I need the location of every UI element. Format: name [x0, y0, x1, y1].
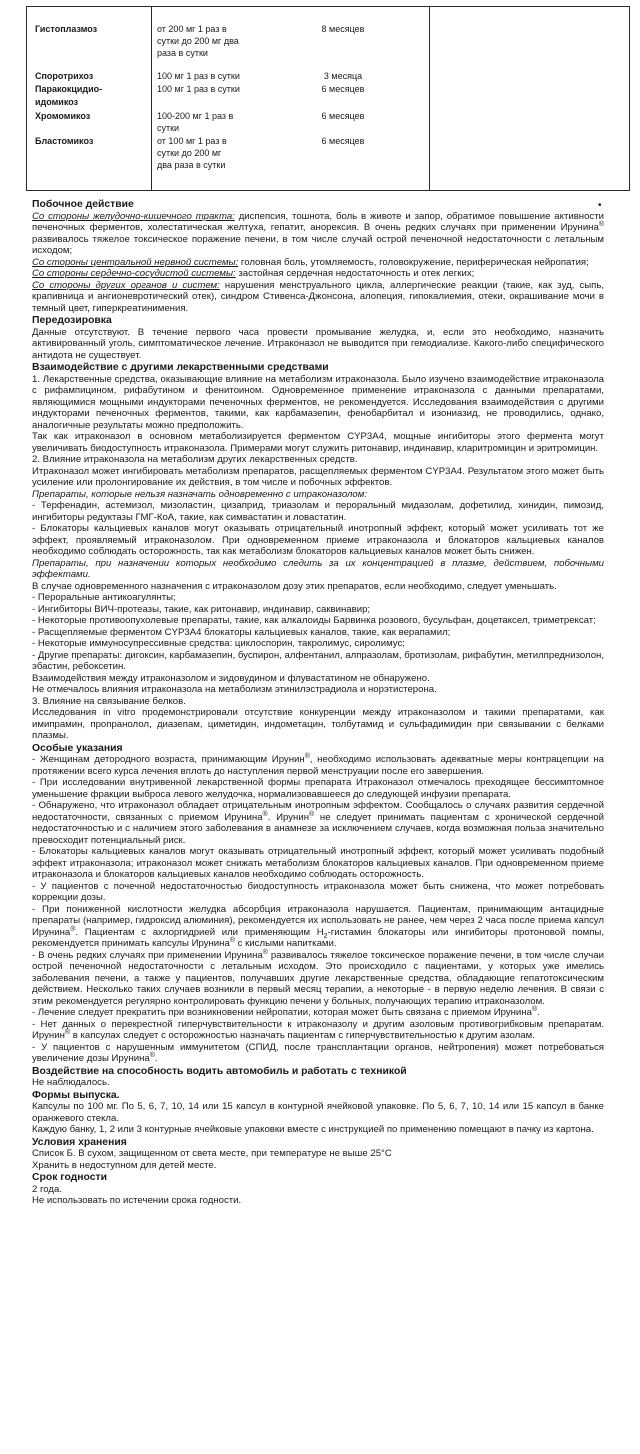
s10-text: - У пациентов с нарушенным иммунитетом (СПИД, после трансплантации органов, нейтропения) может потребоваться увеличение дозы Ирунина [32, 1041, 604, 1064]
overdose-text: Данные отсутствуют. В течение первого часа провести промывание желудка, и, если это необходимо, назначить активированный уголь, симптоматическое лечение. Итраконазол не выводится при гемодиализе. Какого-либо специфического антидота не существует. [32, 326, 604, 361]
registered-mark: ® [262, 810, 268, 818]
s1-text-2: , необходимо использовать адекватные меры контрацепции на протяжении всего курса лечения вплоть до наступления первой менструации после его завершения. [32, 754, 604, 777]
forms-text-2: Каждую банку, 1, 2 или 3 контурные ячейковые упаковки вместе с инструкцией по применению помещают в пачку из картона. [32, 1124, 594, 1135]
disease-name: Бластомикоз [35, 136, 94, 146]
s6-text-2: . Пациентам с ахлоргидрией или применяющим H [75, 926, 324, 938]
s6-text-3: -гистамин блокаторы или ингибиторы протоновой помпы, рекомендуется принимать капсулы Ирунина [32, 926, 604, 949]
dose-line: сутки [157, 123, 180, 133]
duration-cell: 3 месяца [323, 71, 363, 81]
duration-cell: 6 месяцев [321, 136, 365, 146]
special-s6 [32, 904, 604, 950]
s8-text: - Лечение следует прекратить при возникновении нейропатии, которая может быть связана с приемом Ирунина [32, 1007, 532, 1018]
special-s3 [32, 800, 604, 846]
interactions-p15: - Другие препараты: дигоксин, карбамазепин, буспирон, алфентанил, алпразолам, бротизолам, рифабутин, метилпреднизолон, эбастин, ребоксетин. [32, 649, 604, 672]
s10-text-2: . [154, 1053, 158, 1064]
cv-text: застойная сердечная недостаточность и отек легких; [235, 268, 475, 279]
registered-mark: ® [598, 220, 604, 228]
cns-text: головная боль, утомляемость, головокружение, периферическая нейропатия; [238, 256, 589, 268]
overdose-heading: Передозировка [32, 315, 112, 326]
special-s2: - При исследовании внутривенной лекарственной формы препарата Итраконазол отмечалось преходящее бессимптомное уменьшение фракции выброса левого желудочка, нормализовавшееся до следующей инфузии препарата. [32, 777, 604, 800]
s7-text-2: развивалось тяжелое токсическое поражение печени, в том числе случаи острой печеночной недостаточности с летальным исходом. Это происходило с пациентами, у которых уже имелись заболевания печени, а также у пациентов, получавших другие лекарственные средства, обладающие гепатотоксическим действием. Несколько таких случаев возникли в первый месяц терапии, а некоторые - в первую неделю лечения. В связи с этим рекомендуется регулярно контролировать функцию печени у больных, получающих терапию итраконазолом. [32, 949, 604, 1007]
interactions-p17: Не отмечалось влияния итраконазола на метаболизм этинилэстрадиола и норэтистерона. [32, 684, 437, 695]
s6-text: - При пониженной кислотности желудка абсорбция итраконазола нарушается. Пациентам, принимающим антацидные препараты (например, гидроксид алюминия), рекомендуется их использовать не ранее, чем через 2 часа после приема капсул Ирунина [32, 903, 604, 938]
special-s10 [32, 1042, 604, 1065]
interactions-p13: - Расщепляемые ферментом CYP3A4 блокаторы кальциевых каналов, такие, как верапамил; [32, 626, 451, 638]
driving-text: Не наблюдалось. [32, 1077, 110, 1088]
dose-line: 100 мг 1 раз в сутки [157, 71, 240, 81]
s3-text: - Обнаружено, что итраконазол обладает отрицательным инотропным эффектом. Сообщалось о случаях развития сердечной недостаточности, связанных с приемом Ирунина [32, 800, 604, 823]
dose-cell [157, 110, 257, 134]
side-effects-other [32, 280, 604, 315]
s8-text-2: . [537, 1007, 540, 1018]
dose-cell [157, 135, 257, 171]
special-s1 [32, 754, 604, 777]
disease-name: идомикоз [35, 97, 79, 107]
dose-cell [157, 83, 257, 95]
special-s7 [32, 950, 604, 1008]
interactions-p4: Итраконазол может ингибировать метаболизм препаратов, расщепляемых ферментом CYP3A4. Результатом этого может быть усиление или пролонгирование их действия, в том числе и побочных эффектов. [32, 465, 604, 488]
registered-mark: ® [262, 948, 268, 956]
interactions-p3: 2. Влияние итраконазола на метаболизм других лекарственных средств. [32, 454, 358, 465]
dosage-table [26, 6, 630, 191]
gi-text-2: развивалось тяжелое токсическое поражение печени, в том числе случай острой печеночной недостаточности с летальным исходом; [32, 233, 604, 256]
shelf-life-heading: Срок годности [32, 1172, 108, 1183]
h2-subscript: 2 [323, 932, 328, 940]
interactions-heading: Взаимодействие с другими лекарственными средствами [32, 362, 329, 373]
interactions-p12: - Некоторые противоопухолевые препараты, такие, как алкалоиды Барвинка розового, бусульфан, доцетаксел, триметрексат; [32, 615, 596, 626]
dose-line: 100-200 мг 1 раз в [157, 111, 234, 121]
cns-label: Со стороны центральной нервной системы: [32, 256, 239, 268]
dose-cell [157, 70, 257, 82]
storage-text-1: Список Б. В сухом, защищенном от света месте, при температуре не выше 25°C [32, 1148, 392, 1159]
side-effects-cns [32, 257, 604, 269]
special-s8 [32, 1007, 604, 1019]
other-text: нарушения менструального цикла, аллергические реакции (такие, как зуд, сыпь, крапивница и ангионевротический отек), синдром Стивенса-Джонсона, алопеция, гипокалиемия, отеки, окрашивание мочи в темный цвет, гиперкреатинимения. [32, 279, 604, 314]
s7-text: - В очень редких случаях при применении Ирунина [32, 949, 263, 961]
s3-text-2: . Ирунин [267, 811, 309, 823]
dose-line: раза в сутки [157, 48, 208, 58]
special-s9 [32, 1019, 604, 1042]
interactions-p11: - Ингибиторы ВИЧ-протеазы, такие, как ритонавир, индинавир, саквинавир; [32, 603, 371, 615]
registered-mark: ® [149, 1051, 155, 1059]
interactions-p1: 1. Лекарственные средства, оказывающие влияние на метаболизм итраконазола. Было изучено взаимодействие итраконазола с рифампицином, рифабутином и фенитоином. Одновременное применение итраконазола с данными препаратами, являющимися мощными индукторами печеночных ферментов, не рекомендуется. Исследования взаимодействия с другими индукторами печеночных ферментов, такими, как карбамазепин, фенобарбитал и изониазид, не проводились, однако, аналогичные результаты можно предположить. [32, 373, 604, 431]
forms-heading: Формы выпуска. [32, 1089, 120, 1101]
instruction-text [32, 198, 604, 1207]
registered-mark: ® [70, 925, 76, 933]
dose-line: два раза в сутки [157, 160, 226, 170]
interactions-p6: - Терфенадин, астемизол, мизоластин, цизаприд, триазолам и пероральный мидазолам, дофетилид, хинидин, пимозид, ингибиторы редуктазы ГМГ-КоА, такие, как симвастатин и ловастатин. [32, 500, 604, 523]
shelf-life-text-1: 2 года. [32, 1183, 63, 1195]
interactions-p10: - Пероральные антикоагулянты; [32, 592, 176, 603]
registered-mark: ® [304, 752, 310, 760]
interactions-p2: Так как итраконазол в основном метаболизируется ферментом CYP3A4, мощные ингибиторы этого фермента могут увеличивать биодоступность итраконазола. Примерами могут служить ритонавир, индинавир, кларитромицин и эритромицин. [32, 431, 604, 454]
dose-line: сутки до 200 мг [157, 148, 222, 158]
s3-text-3: не следует принимать пациентам с хронической сердечной недостаточностью и с наличием этого заболевания в анамнезе за исключением случаев, когда возможная польза значительно превосходит потенциальный риск. [32, 811, 604, 846]
storage-heading: Условия хранения [32, 1136, 127, 1148]
margin-dot: • [598, 200, 602, 211]
interactions-p18: 3. Влияние на связывание белков. [32, 695, 186, 707]
side-effects-cv [32, 268, 604, 280]
gi-text: диспепсия, тошнота, боль в животе и запор, обратимое повышение активности печеночных ферментов, холестатическая желтуха, гепатит, анорексия. В очень редких случаях при применении Ирунина [32, 210, 604, 233]
registered-mark: ® [64, 1028, 71, 1036]
side-effects-heading: Побочное действие [32, 199, 134, 210]
interactions-p9: В случае одновременного назначения с итраконазолом дозу этих препаратов, если необходимо, следует уменьшать. [32, 580, 557, 592]
dose-line: сутки до 200 мг два [157, 36, 239, 46]
gi-label: Со стороны желудочно-кишечного тракта: [32, 210, 235, 222]
interactions-p14: - Некоторые иммуносупрессивные средства: циклоспорин, такролимус, сиролимус; [32, 638, 405, 649]
shelf-life-text-2: Не использовать по истечении срока годности. [32, 1195, 242, 1206]
dose-line: 100 мг 1 раз в сутки [157, 84, 240, 94]
s9-text-2: в капсулах следует с осторожностью назначать пациентам с гиперчувствительностью к другим азолам. [70, 1030, 535, 1041]
forms-text-1: Капсулы по 100 мг. По 5, 6, 7, 10, 14 или 15 капсул в контурной ячейковой упаковке. По 5, 6, 7, 10, 14 или 15 капсул в банке оранжевого стекла. [32, 1101, 604, 1124]
registered-mark: ® [229, 936, 235, 944]
s6-text-4: с кислыми напитками. [234, 938, 337, 949]
special-s5: - У пациентов с почечной недостаточностью биодоступность итраконазола может быть снижена, что может потребовать коррекции дозы. [32, 880, 604, 903]
disease-name: Гистоплазмоз [35, 24, 98, 34]
special-heading: Особые указания [32, 742, 123, 754]
cv-label: Со стороны сердечно-сосудистой системы: [32, 268, 236, 279]
disease-name: Паракокцидио- [35, 84, 103, 94]
side-effects-gi [32, 211, 604, 257]
driving-heading: Воздействие на способность водить автомобиль и работать с техникой [32, 1065, 407, 1077]
interactions-p7: - Блокаторы кальциевых каналов могут оказывать отрицательный инотропный эффект, который может усиливать тот же эффект, проявляемый итраконазолом. При одновременном приеме итраконазола и блокаторов кальциевых каналов необходимо соблюдать осторожность, так как метаболизм блокаторов кальциевых каналов может быть снижен. [32, 523, 604, 557]
storage-text-2: Хранить в недоступном для детей месте. [32, 1159, 217, 1171]
interactions-p16: Взаимодействия между итраконазолом и зидовудином и флувастатином не обнаружено. [32, 672, 430, 684]
s9-text: - Нет данных о перекрестной гиперчувствительности к итраконазолу и другим азоловым противогрибковым препаратам. Ирунин [32, 1018, 604, 1041]
disease-name: Хромомикоз [35, 111, 91, 121]
registered-mark: ® [531, 1005, 538, 1013]
special-s4: - Блокаторы кальциевых каналов могут оказывать отрицательный инотропный эффект, который может усиливать подобный эффект итраконазола; итраконазол может снижать метаболизм блокаторов кальциевых каналов. При одновременном приеме итраконазола и блокаторов кальциевых каналов необходимо соблюдать осторожность. [32, 846, 604, 880]
interactions-p5: Препараты, которые нельзя назначать одновременно с итраконазолом: [32, 488, 367, 500]
registered-mark: ® [309, 810, 315, 818]
table-divider [429, 7, 430, 190]
interactions-p19: Исследования in vitro продемонстрировали отсутствие конкуренции между итраконазолом и такими препаратами, как имипрамин, пропранолол, диазепам, циметидин, индометацин, толбутамид и сульфадимидин при связывании с белками плазмы. [32, 707, 604, 741]
s1-text: - Женщинам детородного возраста, принимающим Ирунин [32, 754, 305, 765]
duration-cell: 6 месяцев [321, 111, 365, 121]
dose-line: от 200 мг 1 раз в [157, 24, 227, 34]
duration-cell: 6 месяцев [321, 84, 365, 94]
interactions-p8: Препараты, при назначении которых необходимо следить за их концентрацией в плазме, действием, побочными эффектами. [32, 557, 604, 580]
other-label: Со стороны других органов и систем: [32, 279, 220, 291]
dose-cell [157, 23, 257, 59]
disease-name: Споротрихоз [35, 71, 94, 81]
duration-cell: 8 месяцев [321, 24, 365, 34]
dose-line: от 100 мг 1 раз в [157, 136, 227, 146]
